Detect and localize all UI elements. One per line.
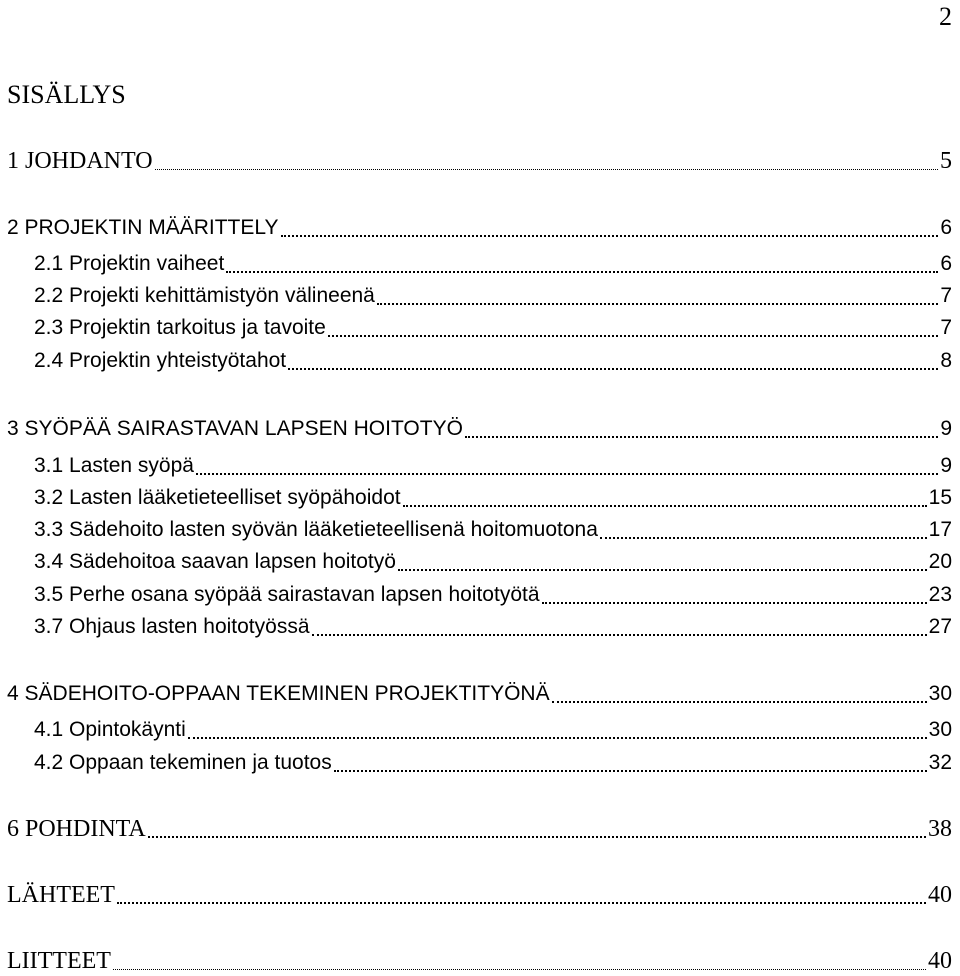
toc-entry-page: 27 — [928, 615, 952, 638]
toc-entry-label: LIITTEET — [7, 948, 111, 974]
toc-entry-2-3[interactable] — [34, 313, 952, 343]
toc-entry-3-2[interactable] — [34, 483, 952, 513]
toc-entry-lahteet[interactable] — [7, 880, 952, 910]
toc-entry-page: 9 — [940, 454, 952, 477]
toc-entry-label: 3.7 Ohjaus lasten hoitotyössä — [34, 615, 310, 638]
toc-entry-page: 7 — [940, 284, 952, 307]
toc-entry-page: 15 — [928, 486, 952, 509]
toc-entry-page: 17 — [928, 518, 952, 541]
dot-leader — [328, 334, 938, 337]
dot-leader — [113, 968, 926, 970]
dot-leader — [600, 536, 927, 539]
toc-entry-johdanto[interactable] — [7, 146, 952, 176]
toc-entry-label: 3 SYÖPÄÄ SAIRASTAVAN LAPSEN HOITOTYÖ — [7, 417, 463, 440]
dot-leader — [465, 435, 938, 438]
toc-entry-3-7[interactable] — [34, 612, 952, 642]
dot-leader — [377, 302, 938, 305]
toc-entry-label: 3.2 Lasten lääketieteelliset syöpähoidot — [34, 486, 401, 509]
toc-entry-label: LÄHTEET — [7, 882, 115, 908]
toc-entry-label: 4.1 Opintokäynti — [34, 718, 186, 741]
toc-entry-sadehoito-oppaan[interactable] — [7, 679, 952, 709]
dot-leader — [542, 601, 927, 604]
toc-entry-3-5[interactable] — [34, 580, 952, 610]
toc-entry-4-1[interactable] — [34, 715, 952, 745]
dot-leader — [403, 504, 927, 507]
toc-entry-3-4[interactable] — [34, 547, 952, 577]
toc-entry-page: 6 — [940, 252, 952, 275]
toc-entry-page: 23 — [928, 583, 952, 606]
dot-leader — [188, 736, 927, 739]
dot-leader — [334, 769, 927, 772]
dot-leader — [117, 901, 926, 904]
toc-entry-label: 6 POHDINTA — [7, 816, 146, 842]
toc-entry-2-2[interactable] — [34, 281, 952, 311]
toc-entry-label: 4 SÄDEHOITO-OPPAAN TEKEMINEN PROJEKTITYÖNÄ — [7, 682, 550, 705]
toc-entry-page: 5 — [940, 148, 952, 174]
toc-entry-2-4[interactable] — [34, 346, 952, 376]
dot-leader — [398, 568, 927, 571]
dot-leader — [226, 270, 938, 273]
toc-entry-syopaa-sairastavan[interactable] — [7, 414, 952, 444]
dot-leader — [196, 472, 938, 475]
dot-leader — [148, 835, 926, 838]
dot-leader — [281, 234, 939, 237]
toc-entry-page: 7 — [940, 316, 952, 339]
toc-title: SISÄLLYS — [7, 80, 126, 109]
toc-entry-label: 2.3 Projektin tarkoitus ja tavoite — [34, 316, 326, 339]
toc-entry-liitteet[interactable] — [7, 946, 952, 976]
toc-entry-4-2[interactable] — [34, 748, 952, 778]
toc-entry-page: 20 — [928, 550, 952, 573]
dot-leader — [312, 633, 927, 636]
dot-leader — [552, 700, 927, 703]
toc-entry-label: 3.4 Sädehoitoa saavan lapsen hoitotyö — [34, 550, 396, 573]
toc-entry-label: 3.3 Sädehoito lasten syövän lääketieteellisenä hoitomuotona — [34, 518, 598, 541]
toc-entry-page: 8 — [940, 349, 952, 372]
toc-entry-page: 32 — [928, 751, 952, 774]
toc-entry-page: 40 — [928, 882, 952, 908]
page-number: 2 — [939, 2, 952, 31]
toc-entry-page: 30 — [928, 682, 952, 705]
toc-entry-label: 3.5 Perhe osana syöpää sairastavan lapsen hoitotyötä — [34, 583, 540, 606]
dot-leader — [155, 168, 938, 170]
toc-entry-page: 38 — [928, 816, 952, 842]
toc-entry-label: 2.2 Projekti kehittämistyön välineenä — [34, 284, 375, 307]
toc-entry-projektin-maarittely[interactable] — [7, 213, 952, 243]
toc-entry-page: 6 — [940, 216, 952, 239]
toc-entry-label: 3.1 Lasten syöpä — [34, 454, 194, 477]
toc-entry-pohdinta[interactable] — [7, 814, 952, 844]
toc-entry-label: 2.4 Projektin yhteistyötahot — [34, 349, 287, 372]
dot-leader — [288, 367, 938, 370]
toc-entry-page: 30 — [928, 718, 952, 741]
toc-entry-label: 2.1 Projektin vaiheet — [34, 252, 225, 275]
toc-entry-2-1[interactable] — [34, 249, 952, 279]
toc-entry-label: 1 JOHDANTO — [7, 148, 153, 174]
toc-entry-label: 4.2 Oppaan tekeminen ja tuotos — [34, 751, 332, 774]
toc-entry-page: 40 — [928, 948, 952, 974]
toc-entry-page: 9 — [940, 417, 952, 440]
toc-entry-3-3[interactable] — [34, 515, 952, 545]
toc-entry-3-1[interactable] — [34, 451, 952, 481]
toc-entry-label: 2 PROJEKTIN MÄÄRITTELY — [7, 216, 279, 239]
